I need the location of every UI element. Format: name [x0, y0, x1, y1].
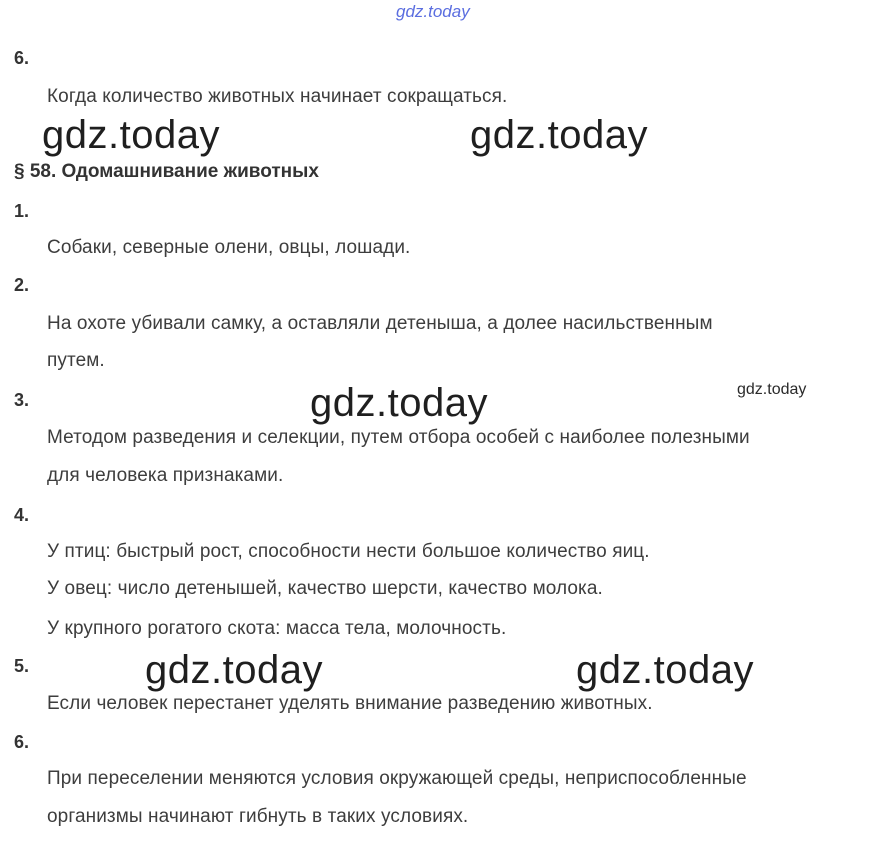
watermark-small: gdz.today	[737, 381, 807, 398]
answer-prev-6: Когда количество животных начинает сокращаться.	[47, 86, 508, 107]
answer-2-line-2: путем.	[47, 350, 105, 371]
question-number-prev-6: 6.	[14, 48, 30, 68]
section-title: § 58. Одомашнивание животных	[14, 161, 319, 182]
question-number-5: 5.	[14, 656, 30, 676]
answer-4-line-2: У овец: число детенышей, качество шерсти, качество молока.	[47, 578, 603, 599]
watermark-large: gdz.today	[310, 381, 488, 425]
watermark-large: gdz.today	[145, 648, 323, 692]
answer-4-line-1: У птиц: быстрый рост, способности нести большое количество яиц.	[47, 541, 650, 562]
answer-3-line-1: Методом разведения и селекции, путем отбора особей с наиболее полезными	[47, 427, 750, 448]
question-number-2: 2.	[14, 275, 30, 295]
question-number-6: 6.	[14, 732, 30, 752]
watermark-large: gdz.today	[470, 113, 648, 157]
answer-6-line-1: При переселении меняются условия окружающей среды, неприспособленные	[47, 768, 747, 789]
question-number-3: 3.	[14, 390, 30, 410]
question-number-4: 4.	[14, 505, 30, 525]
watermark-top: gdz.today	[396, 2, 470, 21]
answer-1-line-1: Собаки, северные олени, овцы, лошади.	[47, 237, 411, 258]
watermark-large: gdz.today	[42, 113, 220, 157]
answer-3-line-2: для человека признаками.	[47, 465, 284, 486]
answer-5-line-1: Если человек перестанет уделять внимание разведению животных.	[47, 693, 653, 714]
answer-4-line-3: У крупного рогатого скота: масса тела, молочность.	[47, 618, 507, 639]
watermark-large: gdz.today	[576, 648, 754, 692]
answer-2-line-1: На охоте убивали самку, а оставляли детеныша, а долее насильственным	[47, 313, 713, 334]
question-number-1: 1.	[14, 201, 30, 221]
answer-6-line-2: организмы начинают гибнуть в таких условиях.	[47, 806, 469, 827]
